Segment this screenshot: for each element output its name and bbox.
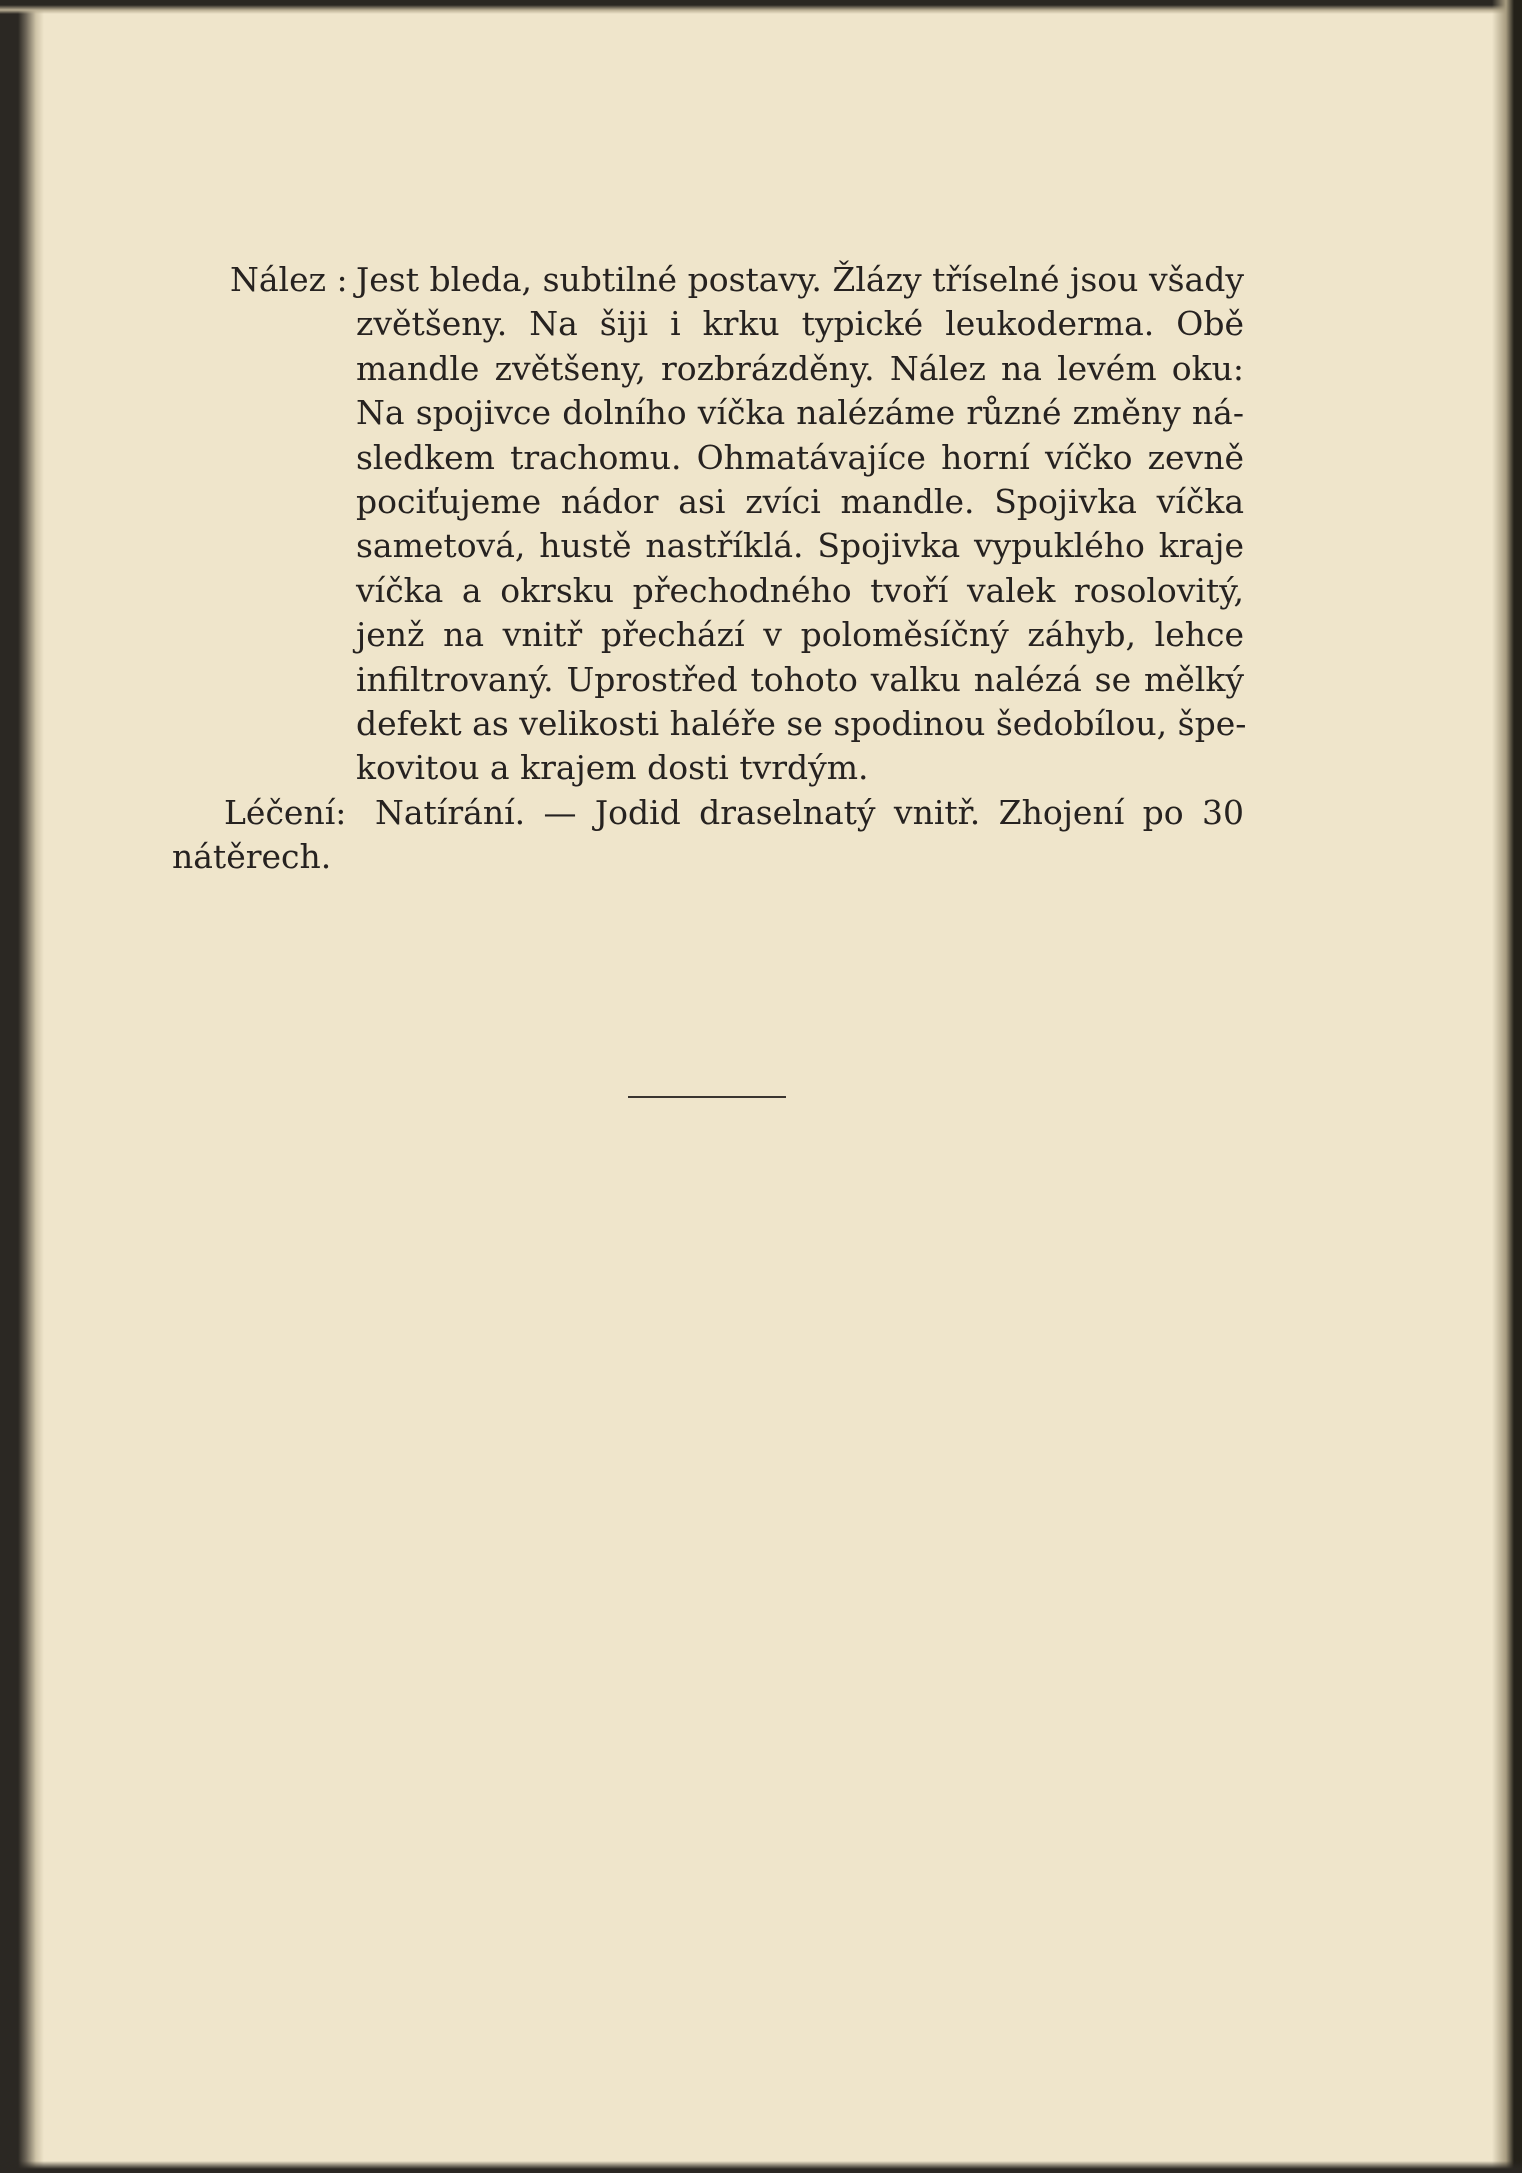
text-line: Natírání. — Jodid draselnatý vnitř. Zhojení po 30 <box>375 792 1244 832</box>
right-edge <box>1492 0 1522 2173</box>
text-line: nátěrech. <box>172 837 332 877</box>
top-edge <box>0 0 1522 14</box>
text-line: kovitou a krajem dosti tvrdým. <box>356 748 869 788</box>
finding-text <box>356 258 1247 791</box>
binding-edge <box>0 0 44 2173</box>
text-line: sledkem trachomu. Ohmatávajíce horní víčko zevně <box>356 437 1244 477</box>
bottom-edge <box>0 2161 1522 2173</box>
page-text <box>172 258 1247 880</box>
text-line: zvětšeny. Na šiji i krku typické leukoderma. Obě <box>356 304 1244 344</box>
text-line: víčka a okrsku přechodného tvoří valek rosolovitý, <box>356 570 1244 610</box>
section-divider <box>628 1096 786 1098</box>
text-line: infiltrovaný. Uprostřed tohoto valku nalézá se mělký <box>356 659 1244 699</box>
text-line: defekt as velikosti haléře se spodinou šedobílou, špe- <box>356 704 1247 744</box>
text-line: Na spojivce dolního víčka nalézáme různé změny ná- <box>356 393 1244 433</box>
finding-label: Nález : <box>230 260 348 299</box>
therapy-label: Léčení: <box>224 792 347 832</box>
finding-entry <box>172 258 1247 791</box>
text-line: mandle zvětšeny, rozbrázděny. Nález na levém oku: <box>356 348 1244 388</box>
text-line: sametová, hustě nastříklá. Spojivka vypuklého kraje <box>356 526 1244 566</box>
therapy-entry <box>172 791 1244 880</box>
text-line: pociťujeme nádor asi zvíci mandle. Spojivka víčka <box>356 482 1244 522</box>
text-line: Jest bleda, subtilné postavy. Žlázy tříselné jsou všady <box>356 260 1244 299</box>
text-line: jenž na vnitř přechází v poloměsíčný záhyb, lehce <box>356 615 1244 655</box>
